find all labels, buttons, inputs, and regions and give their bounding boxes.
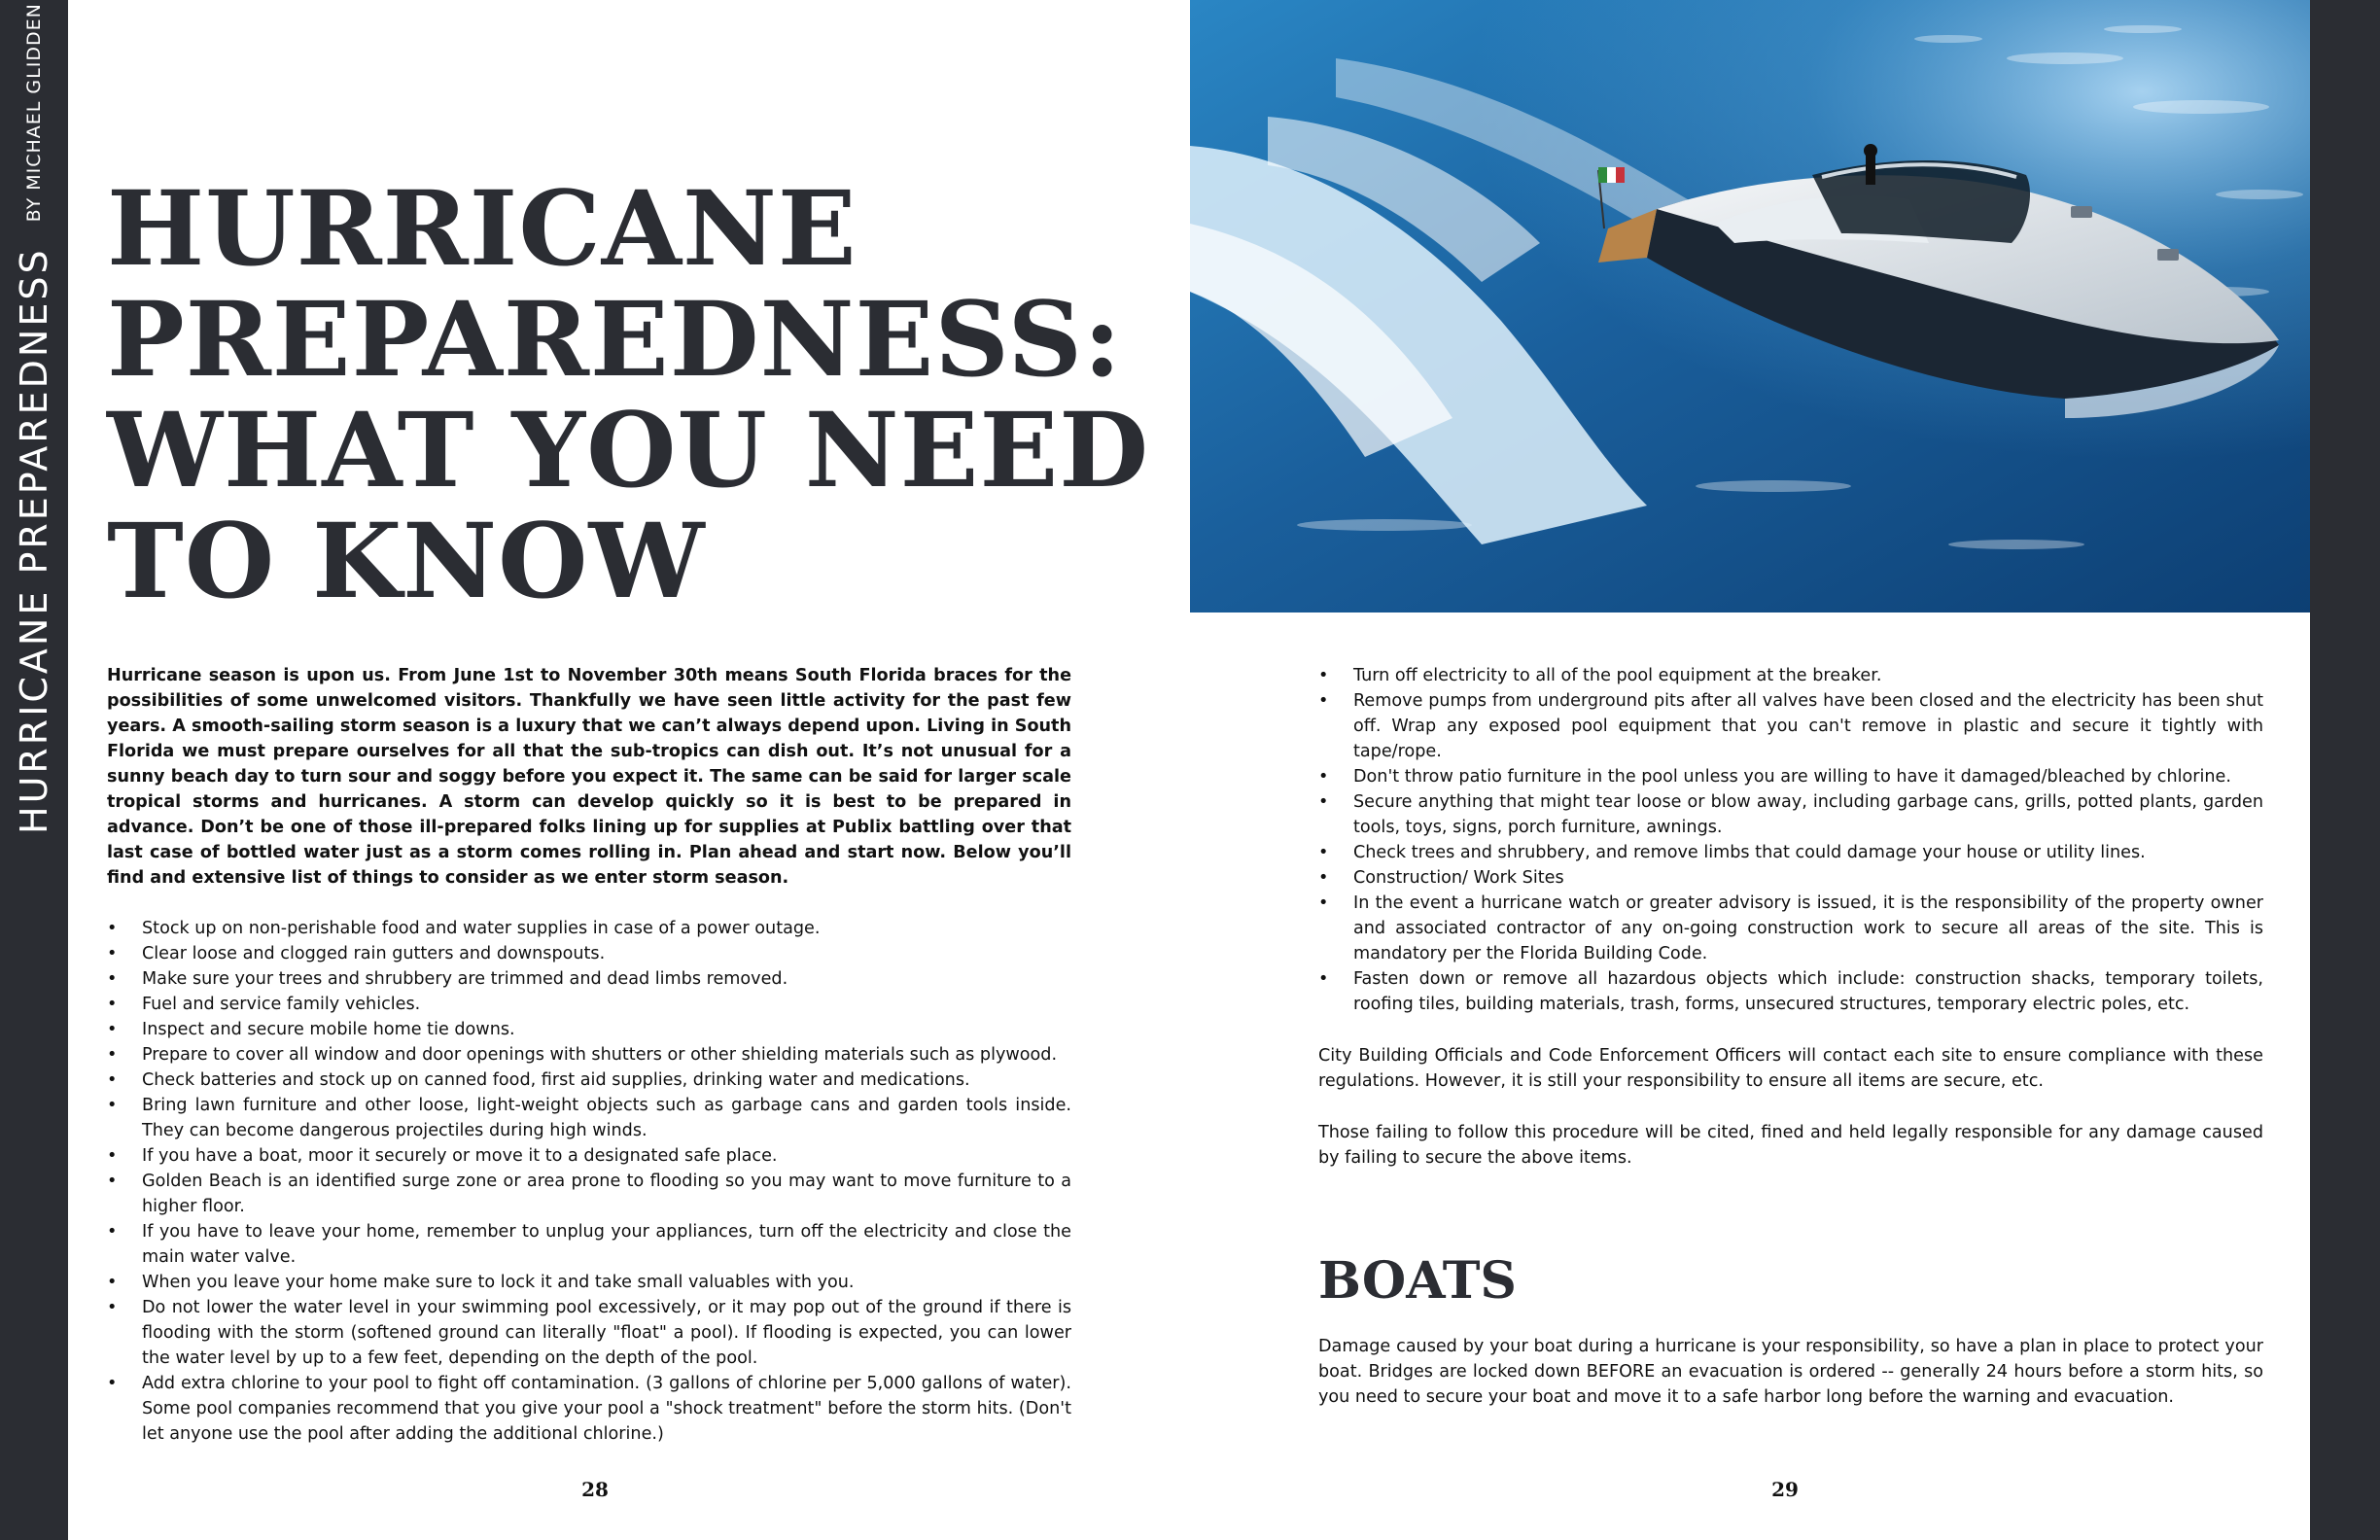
list-item: • Add extra chlorine to your pool to fight off contamination. (3 gallons of chlorine per 5,000 gallons of water). Some pool companies recommend that you give your pool a "shock treatment" before the storm hits. (Don't let anyone use the pool after adding the additional chlorine.)	[107, 1371, 1071, 1447]
list-item: • Do not lower the water level in your swimming pool excessively, or it may pop out of the ground if there is flooding with the storm (softened ground can literally "float" a pool). If flooding is expected, you can lower the water level by up to a few feet, depending on the depth of the pool.	[107, 1295, 1071, 1371]
list-item: • Fasten down or remove all hazardous objects which include: construction shacks, temporary toilets, roofing tiles, building materials, trash, forms, unsecured structures, temporary electric poles, etc.	[1318, 966, 2263, 1017]
speedboat-photo	[1190, 0, 2310, 612]
left-checklist	[107, 916, 1071, 1447]
list-item: • If you have to leave your home, remember to unplug your appliances, turn off the electricity and close the main water valve.	[107, 1219, 1071, 1270]
headline-line: TO KNOW	[107, 500, 706, 621]
list-item: • Fuel and service family vehicles.	[107, 992, 1071, 1017]
right-edge-band	[2310, 0, 2380, 1540]
vertical-section-title	[10, 3, 58, 834]
right-checklist	[1318, 663, 2263, 1017]
page-number-right: 29	[1771, 1478, 1799, 1501]
list-item: • Construction/ Work Sites	[1318, 865, 2263, 891]
compliance-paragraph: City Building Officials and Code Enforcement Officers will contact each site to ensure compliance with these regulations. However, it is still your responsibility to ensure all items are secure, etc.	[1318, 1046, 2263, 1091]
list-item: • Golden Beach is an identified surge zone or area prone to flooding so you may want to move furniture to a higher floor.	[107, 1169, 1071, 1219]
page-number-left: 28	[581, 1478, 609, 1501]
speedboat-illustration	[1190, 0, 2310, 612]
list-item: • Prepare to cover all window and door openings with shutters or other shielding materials such as plywood.	[107, 1042, 1071, 1068]
headline-line: WHAT YOU NEED	[107, 389, 1150, 510]
list-item: • Check trees and shrubbery, and remove limbs that could damage your house or utility lines.	[1318, 840, 2263, 865]
list-item: • Clear loose and clogged rain gutters and downspouts.	[107, 941, 1071, 966]
left-sidebar-band	[0, 0, 68, 1540]
section-name: HURRICANE PREPAREDNESS	[13, 247, 55, 834]
headline-line: PREPAREDNESS:	[107, 278, 1123, 400]
penalty-paragraph: Those failing to follow this procedure will be cited, fined and held legally responsible for any damage caused by failing to secure the above items.	[1318, 1123, 2263, 1168]
list-item: • Inspect and secure mobile home tie downs.	[107, 1017, 1071, 1042]
list-item: • When you leave your home make sure to lock it and take small valuables with you.	[107, 1270, 1071, 1295]
list-item: • Stock up on non-perishable food and water supplies in case of a power outage.	[107, 916, 1071, 941]
list-item: • Secure anything that might tear loose or blow away, including garbage cans, grills, potted plants, garden tools, toys, signs, porch furniture, awnings.	[1318, 789, 2263, 840]
list-item: • Make sure your trees and shrubbery are trimmed and dead limbs removed.	[107, 966, 1071, 992]
boats-heading: BOATS	[1318, 1251, 1517, 1311]
boats-paragraph: Damage caused by your boat during a hurricane is your responsibility, so have a plan in place to protect your boat. Bridges are locked down BEFORE an evacuation is ordered -- generally 24 hours before a storm hits, so you need to secure your boat and move it to a safe harbor long before the warning and evacuation.	[1318, 1337, 2263, 1407]
intro-paragraph: Hurricane season is upon us. From June 1st to November 30th means South Florida braces for the possibilities of some unwelcomed visitors. Thankfully we have seen little activity for the past few years. A smooth-sailing storm season is a luxury that we can’t always depend upon. Living in South Florida we must prepare ourselves for all that the sub-tropics can dish out. It’s not unusual for a sunny beach day to turn sour and soggy before you expect it. The same can be said for larger scale tropical storms and hurricanes. A storm can develop quickly so it is best to be prepared in advance. Don’t be one of those ill-prepared folks lining up for supplies at Publix battling over that last case of bottled water just as a storm comes rolling in. Plan ahead and start now. Below you’ll find and extensive list of things to consider as we enter storm season.	[107, 666, 1071, 888]
headline-line: HURRICANE	[107, 167, 858, 289]
list-item: • Don't throw patio furniture in the pool unless you are willing to have it damaged/bleached by chlorine.	[1318, 764, 2263, 789]
list-item: • Check batteries and stock up on canned food, first aid supplies, drinking water and medications.	[107, 1068, 1071, 1093]
article-headline	[107, 167, 1150, 621]
list-item: • In the event a hurricane watch or greater advisory is issued, it is the responsibility of the property owner and associated contractor of any on-going construction work to secure all areas of the site. This is mandatory per the Florida Building Code.	[1318, 891, 2263, 966]
author-byline: BY MICHAEL GLIDDEN	[23, 3, 45, 223]
list-item: • Turn off electricity to all of the pool equipment at the breaker.	[1318, 663, 2263, 688]
list-item: • Remove pumps from underground pits after all valves have been closed and the electricity has been shut off. Wrap any exposed pool equipment that you can't remove in plastic and secure it tightly with tape/rope.	[1318, 688, 2263, 764]
list-item: • Bring lawn furniture and other loose, light-weight objects such as garbage cans and garden tools inside. They can become dangerous projectiles during high winds.	[107, 1093, 1071, 1143]
list-item: • If you have a boat, moor it securely or move it to a designated safe place.	[107, 1143, 1071, 1169]
